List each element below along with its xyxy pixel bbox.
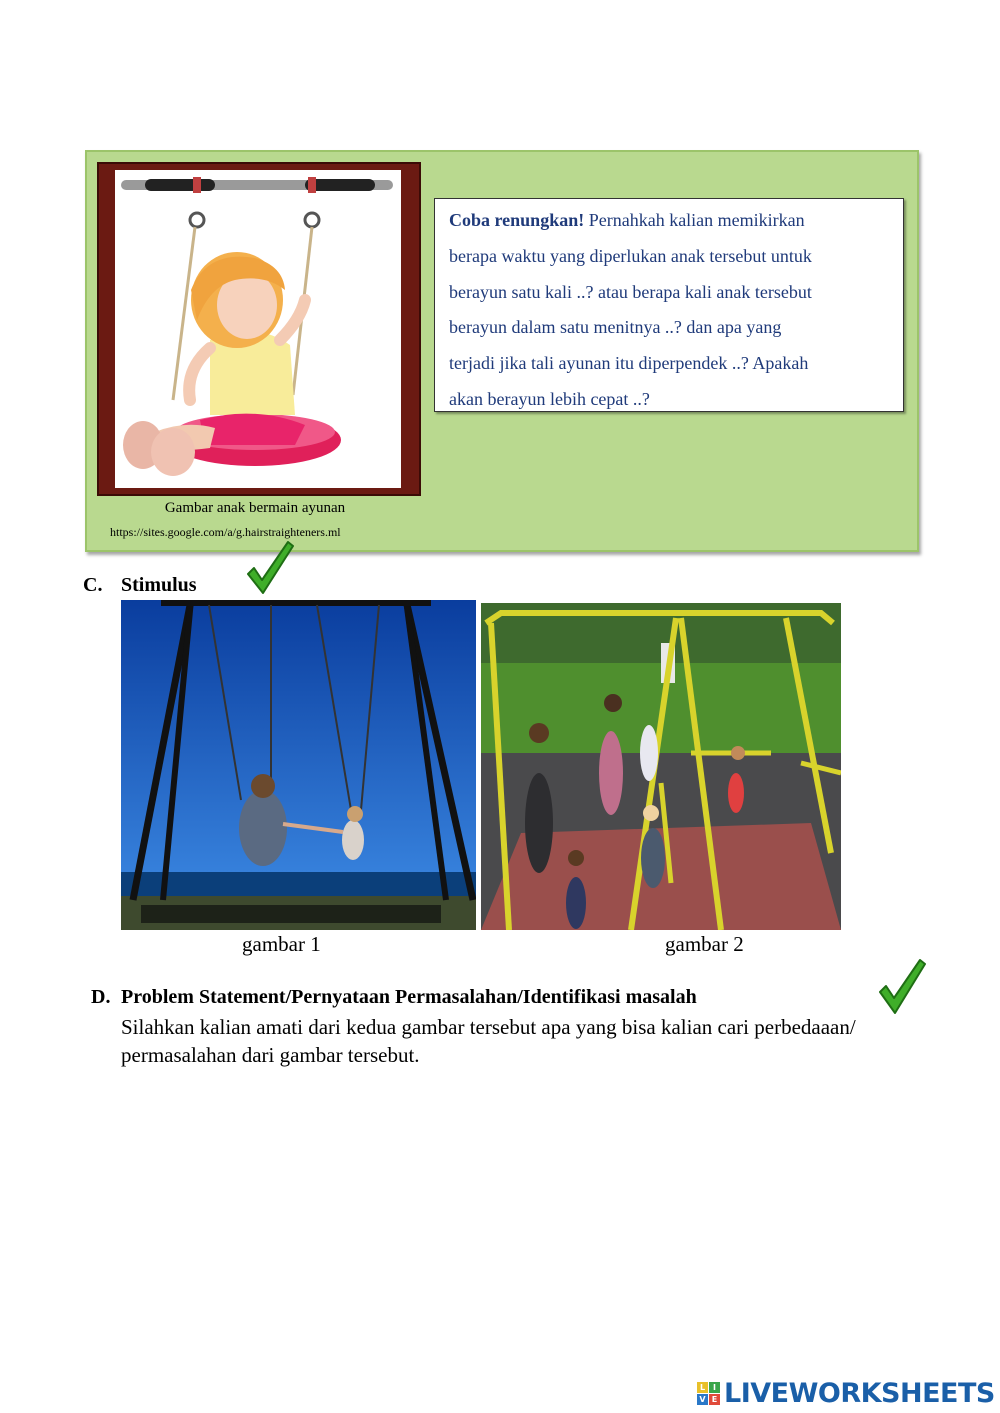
section-c-heading <box>83 574 197 597</box>
section-d-heading <box>91 986 697 1009</box>
girl-on-swing-image <box>115 170 401 488</box>
section-d-body: Silahkan kalian amati dari kedua gambar tersebut apa yang bisa kalian cari perbedaaan/ permasalahan dari gambar tersebut. <box>121 1015 856 1067</box>
swing-image-frame <box>97 162 421 496</box>
reflection-line-6: akan berayun lebih cepat ..? <box>449 388 650 409</box>
reflection-line-5: terjadi jika tali ayunan itu diperpendek ..? Apakah <box>449 353 809 374</box>
reflection-line-2: berapa waktu yang diperlukan anak tersebut untuk <box>449 245 812 266</box>
section-d-letter: D. <box>91 986 111 1008</box>
section-c-letter: C. <box>83 574 103 596</box>
liveworksheets-logo <box>697 1377 995 1409</box>
logo-letter: V <box>697 1394 708 1405</box>
image-caption: Gambar anak bermain ayunan <box>164 500 346 516</box>
section-c-title: Stimulus <box>121 574 197 596</box>
reflection-text <box>449 203 901 418</box>
checkmark-icon <box>246 540 294 596</box>
image-source: https://sites.google.com/a/g.hairstraighteners.ml <box>110 525 341 539</box>
stimulus-photo-1 <box>121 600 476 930</box>
photo-2-caption: gambar 2 <box>665 932 744 956</box>
reflection-line <box>449 203 901 239</box>
photo-1-caption: gambar 1 <box>242 932 321 956</box>
logo-text: LIVEWORKSHEETS <box>724 1377 995 1409</box>
reflection-box <box>434 198 904 412</box>
logo-letter: I <box>709 1382 720 1393</box>
section-d-title: Problem Statement/Pernyataan Permasalahan/Identifikasi masalah <box>121 986 697 1008</box>
checkmark-icon <box>878 958 926 1016</box>
logo-letter: E <box>709 1394 720 1405</box>
logo-squares-icon <box>697 1382 720 1405</box>
reflection-line-4: berayun dalam satu menitnya ..? dan apa yang <box>449 317 782 338</box>
logo-letter: L <box>697 1382 708 1393</box>
reflection-line-1: Pernahkah kalian memikirkan <box>588 210 805 230</box>
reflection-line-3: berayun satu kali ..? atau berapa kali anak tersebut <box>449 281 812 302</box>
stimulus-photo-2 <box>481 603 841 930</box>
reflection-lead: Coba renungkan! <box>449 210 585 230</box>
